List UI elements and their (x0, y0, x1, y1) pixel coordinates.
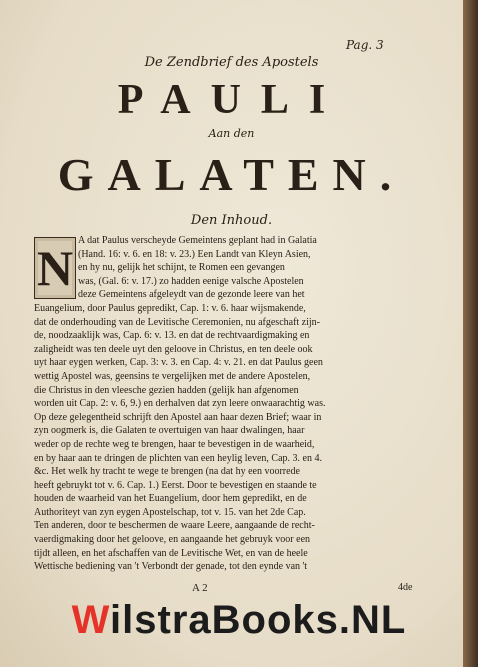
drop-cap: N (34, 237, 76, 299)
title-aan-den: Aan den (208, 127, 255, 140)
page-number: Pag. 3 (346, 38, 384, 52)
body-line: deze Gemeintens afgeleydt van de gezonde leere van het (78, 289, 305, 301)
body-line: Authoriteyt van zyn eygen Apostelschap, tot v. 15. van het 2de Cap. (34, 506, 306, 518)
title-pauli: PAULI (117, 77, 346, 123)
body-line: vaerdigmaking door het geloove, en aangaande het gebruyk voor een (34, 534, 311, 546)
book-spine (463, 0, 478, 667)
body-line: weder op de rechte weg te brengen, haar te bevestigen in de waarheid, (34, 438, 315, 450)
body-line: Wettische bediening van 't Verbondt der genade, tot den eynde van 't (34, 561, 308, 573)
watermark-logo (0, 598, 478, 643)
body-line: &c. Het welk hy tracht te wege te brengen (na dat hy een voorrede (34, 466, 300, 478)
body-line: was, (Gal. 6: v. 17.) zo hadden eenige valsche Apostelen (78, 275, 304, 287)
body-line: (Hand. 16: v. 6. en 18: v. 23.) Een Landt van Kleyn Asien, (78, 248, 311, 260)
body-line: en hy nu, gelijk het schijnt, te Romen een gevangen (78, 262, 285, 274)
body-line: die Christus in den vleesche gezien hadden (gelijk han afgenomen (34, 384, 299, 396)
body-line: wettig Apostel was, geensins te vergelijken met de andere Apostelen, (34, 370, 311, 382)
signature-mark: A 2 (192, 582, 208, 594)
body-line: zyn oogmerk is, die Galaten te overtuigen van haar dwalingen, haar (34, 425, 305, 437)
title-galaten: GALATEN. (57, 149, 406, 200)
catchword: 4de (398, 582, 413, 593)
body-line: worden uit Cap. 2: v. 6, 9.) en derhalven dat zyn leere onwaarachtig was. (34, 398, 326, 410)
body-line: A dat Paulus verscheyde Gemeintens geplant had in Galatia (78, 235, 317, 246)
body-line: Euangelium, door Paulus gepredikt, Cap. 1: v. 6. haar wijsmakende, (34, 302, 306, 314)
body-line: Ten anderen, door te beschermen de waare Leere, aangaande de recht- (34, 520, 315, 532)
section-heading: Den Inhoud. (190, 213, 273, 228)
body-line: zaligheidt was ten deele uyt den geloove in Christus, en ten deele ook (34, 343, 313, 355)
body-line: Op deze gelegentheid schrijft den Apostel aan haar dezen Brief; waar in (34, 411, 322, 423)
running-title: De Zendbrief des Apostels (144, 55, 319, 70)
body-line: de, noodzaaklijk was, Cap. 6: v. 13. en dat de rechtvaardigmaking en (34, 330, 310, 342)
body-line: houden de waarheid van het Euangelium, door hem gepredikt, en de (34, 493, 307, 505)
watermark-first-letter: W (71, 598, 111, 642)
body-line: dat de onderhouding van de Levitische Ceremonien, nu afgeschaft zijn- (34, 316, 321, 328)
body-line: en by haar aan te dringen de plichten van een heylig leven, Cap. 3. en 4. (34, 452, 322, 464)
body-line: uyt haar eygen werken, Cap. 3: v. 3. en Cap. 4: v. 21. en dat Paulus geen (34, 357, 323, 369)
body-text (34, 234, 431, 574)
body-line: heeft gebruykt tot v. 6. Cap. 1.) Eerst. Door te bevestigen en staande te (34, 479, 317, 491)
body-line: tijdt alleen, en het afschaffen van de Levitische Wet, en van de heele (34, 547, 308, 559)
watermark-rest: ilstraBooks.NL (110, 598, 407, 642)
